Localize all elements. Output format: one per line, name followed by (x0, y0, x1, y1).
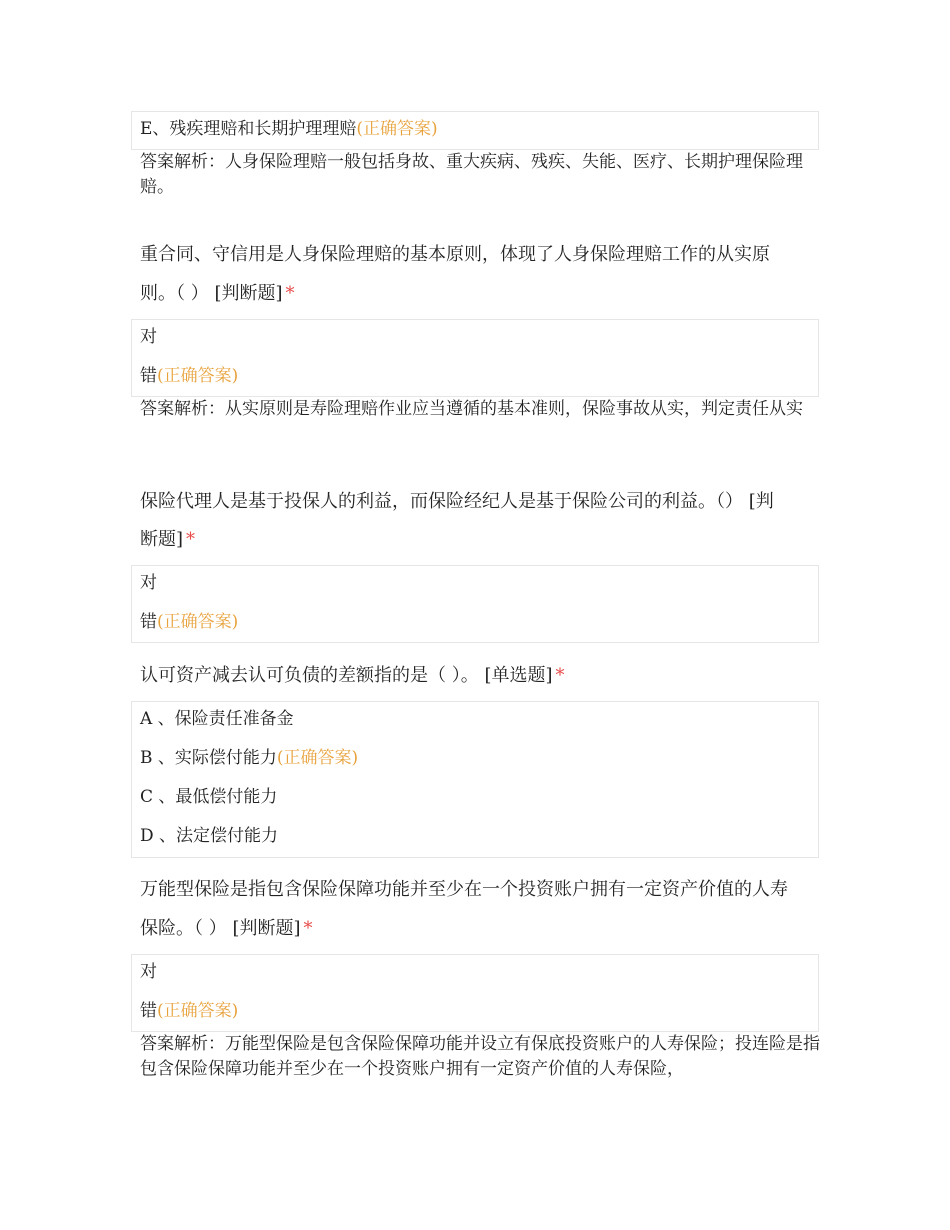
q4-option-b[interactable] (140, 747, 358, 769)
q3-title-line1: 保险代理人是基于投保人的利益，而保险经纪人是基于保险公司的利益。（） [判 (140, 491, 774, 512)
q5-option-false[interactable] (140, 1000, 238, 1022)
q4-title-line1 (140, 664, 565, 688)
q5-option-true[interactable]: 对 (140, 962, 157, 982)
q1-correct-tag: (正确答案) (356, 119, 438, 139)
q2-title-line2-text: 则。（ ） [判断题] (140, 283, 283, 304)
q4-title-text: 认可资产减去认可负债的差额指的是（ ）。 [单选题] (140, 665, 553, 686)
q4-correct-tag: (正确答案) (276, 748, 359, 768)
required-star: * (303, 918, 313, 939)
q3-option-true[interactable]: 对 (140, 573, 157, 593)
q3-correct-tag: (正确答案) (157, 612, 239, 632)
q4-option-b-label: B 、实际偿付能力 (140, 748, 277, 768)
q5-correct-tag: (正确答案) (157, 1001, 239, 1021)
q3-title-line2 (140, 528, 195, 552)
q1-explanation: 答案解析：人身保险理赔一般包括身故、重大疾病、残疾、失能、医疗、长期护理保险理赔。 (140, 152, 803, 197)
q5-title-line2 (140, 917, 313, 941)
q4-option-a[interactable]: A 、保险责任准备金 (140, 709, 294, 729)
required-star: * (555, 665, 565, 686)
q1-option-e[interactable] (140, 118, 438, 140)
required-star: * (186, 529, 196, 550)
q2-title-line2 (140, 282, 295, 306)
q5-explanation: 答案解析：万能型保险是包含保险保障功能并设立有保底投资账户的人寿保险；投连险是指包含保险保障功能并至少在一个投资账户拥有一定资产价值的人寿保险， (140, 1034, 820, 1079)
q5-option-false-label: 错 (140, 1001, 157, 1021)
q3-title-line2-text: 断题] (140, 529, 184, 550)
q2-correct-tag: (正确答案) (157, 366, 239, 386)
q4-option-d[interactable]: D 、法定偿付能力 (140, 826, 279, 846)
q5-title-line2-text: 保险。（ ） [判断题] (140, 918, 301, 939)
q2-option-false[interactable] (140, 365, 238, 387)
q4-option-c[interactable]: C 、最低偿付能力 (140, 787, 278, 807)
q3-option-false[interactable] (140, 611, 238, 633)
q2-title-line1: 重合同、守信用是人身保险理赔的基本原则，体现了人身保险理赔工作的从实原 (140, 244, 770, 265)
required-star: * (285, 283, 295, 304)
q2-explanation: 答案解析：从实原则是寿险理赔作业应当遵循的基本准则，保险事故从实，判定责任从实 (140, 399, 803, 419)
q3-option-false-label: 错 (140, 612, 157, 632)
q1-option-e-label: E、残疾理赔和长期护理理赔 (140, 119, 357, 139)
q2-option-false-label: 错 (140, 366, 157, 386)
q2-option-true[interactable]: 对 (140, 327, 157, 347)
q5-title-line1: 万能型保险是指包含保险保障功能并至少在一个投资账户拥有一定资产价值的人寿 (140, 879, 788, 900)
